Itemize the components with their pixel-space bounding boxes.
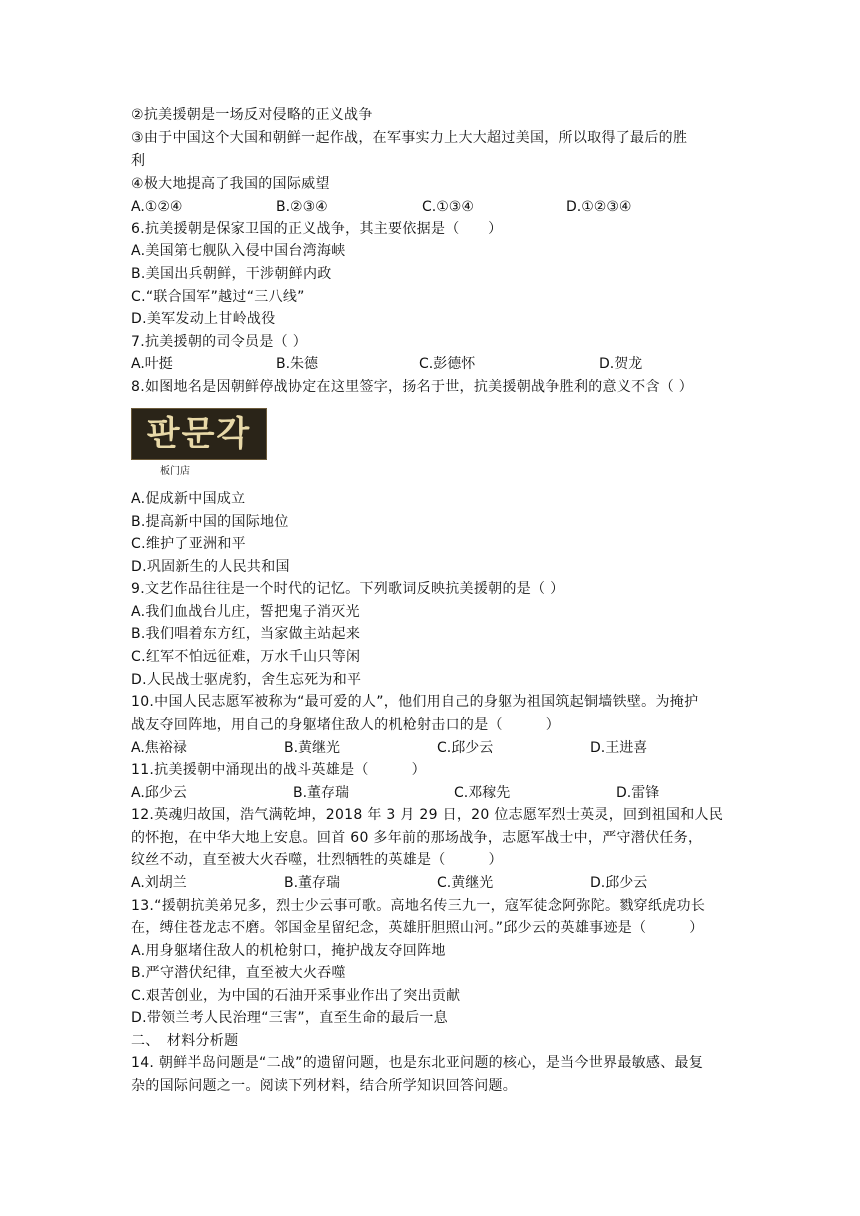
option-d: D.王进喜 [590, 740, 648, 756]
q9-stem: 9.文艺作品往往是一个时代的记忆。下列歌词反映抗美援朝的是（ ） [131, 581, 565, 597]
option-c: C.黄继光 [437, 875, 494, 891]
option-c: C.邓稼先 [454, 785, 511, 801]
panmunjom-sign-image [131, 408, 267, 460]
q5-statement-3-cont: 利 [131, 153, 146, 169]
q12-stem-2: 的怀抱，在中华大地上安息。回首 60 多年前的那场战争，志愿军战士中，严守潜伏任务， [131, 830, 703, 846]
q13-option-d: D.带领兰考人民治理“三害”，直至生命的最后一息 [131, 1010, 448, 1026]
q6-option-b: B.美国出兵朝鲜，干涉朝鲜内政 [131, 266, 332, 282]
q7-stem: 7.抗美援朝的司令员是（ ） [131, 334, 308, 350]
q13-option-a: A.用身躯堵住敌人的机枪射口，掩护战友夺回阵地 [131, 943, 446, 959]
q5-statement-4: ④极大地提高了我国的国际威望 [131, 176, 330, 192]
option-b: B.黄继光 [284, 740, 341, 756]
q6-stem: 6.抗美援朝是保家卫国的正义战争，其主要依据是（ ） [131, 221, 503, 237]
q12-stem-1: 12.英魂归故国，浩气满乾坤，2018 年 3 月 29 日，20 位志愿军烈士英灵，回到祖国和人民 [131, 807, 724, 823]
q9-option-c: C.红军不怕远征难，万水千山只等闲 [131, 649, 361, 665]
q7-options [131, 353, 731, 375]
option-d: D.①②③④ [566, 199, 632, 215]
q8-stem: 8.如图地名是因朝鲜停战协定在这里签字，扬名于世，抗美援朝战争胜利的意义不含（ ） [131, 379, 694, 395]
q11-stem: 11.抗美援朝中涌现出的战斗英雄是（ ） [131, 762, 426, 778]
q5-statement-2: ②抗美援朝是一场反对侵略的正义战争 [131, 107, 373, 123]
q8-option-c: C.维护了亚洲和平 [131, 536, 246, 552]
option-c: C.邱少云 [437, 740, 494, 756]
q10-options [131, 737, 731, 759]
image-caption: 板门店 [160, 466, 190, 477]
option-a: A.邱少云 [131, 785, 187, 801]
q13-option-b: B.严守潜伏纪律，直至被大火吞噬 [131, 965, 346, 981]
q8-option-a: A.促成新中国成立 [131, 491, 246, 507]
q12-options [131, 872, 731, 894]
q13-stem-2: 在，缚住苍龙志不磨。邻国金星留纪念，英雄肝胆照山河。”邱少云的英雄事迹是（ ） [131, 920, 704, 936]
q5-options [131, 196, 731, 218]
q10-stem-2: 战友夺回阵地，用自己的身躯堵住敌人的机枪射击口的是（ ） [131, 717, 560, 733]
q13-stem-1: 13.“援朝抗美弟兄多，烈士少云事可歌。高地名传三九一，寇军徒念阿弥陀。戮穿纸虎功长 [131, 898, 706, 914]
option-a: A.焦裕禄 [131, 740, 187, 756]
sign-lettering: 판문각 [146, 414, 252, 454]
option-b: B.董存瑞 [293, 785, 350, 801]
q14-stem-1: 14. 朝鲜半岛问题是“二战”的遗留问题，也是东北亚问题的核心，是当今世界最敏感、最复 [131, 1055, 704, 1071]
option-d: D.邱少云 [590, 875, 648, 891]
option-b: B.朱德 [276, 356, 319, 372]
option-c: C.彭德怀 [419, 356, 476, 372]
option-d: D.雷锋 [616, 785, 660, 801]
q9-option-d: D.人民战士驱虎豹，舍生忘死为和平 [131, 672, 362, 688]
q9-option-a: A.我们血战台儿庄，誓把鬼子消灭光 [131, 604, 360, 620]
option-a: A.刘胡兰 [131, 875, 187, 891]
q9-option-b: B.我们唱着东方红，当家做主站起来 [131, 626, 361, 642]
option-a: A.叶挺 [131, 356, 173, 372]
option-c: C.①③④ [422, 199, 474, 215]
q10-stem-1: 10.中国人民志愿军被称为“最可爱的人”，他们用自己的身躯为祖国筑起铜墙铁壁。为掩护 [131, 694, 699, 710]
q8-option-b: B.提高新中国的国际地位 [131, 514, 289, 530]
q11-options [131, 782, 731, 804]
q14-stem-2: 杂的国际问题之一。阅读下列材料，结合所学知识回答问题。 [131, 1078, 518, 1094]
q6-option-c: C.“联合国军”越过“三八线” [131, 289, 305, 305]
section-heading: 二、 材料分析题 [131, 1033, 239, 1049]
q13-option-c: C.艰苦创业，为中国的石油开采事业作出了突出贡献 [131, 988, 461, 1004]
option-b: B.②③④ [276, 199, 328, 215]
q12-stem-3: 纹丝不动，直至被大火吞噬，壮烈牺牲的英雄是（ ） [131, 852, 503, 868]
q5-statement-3: ③由于中国这个大国和朝鲜一起作战，在军事实力上大大超过美国，所以取得了最后的胜 [131, 130, 688, 146]
q6-option-d: D.美军发动上甘岭战役 [131, 311, 276, 327]
option-a: A.①②④ [131, 199, 183, 215]
q8-option-d: D.巩固新生的人民共和国 [131, 559, 290, 575]
option-b: B.董存瑞 [284, 875, 341, 891]
option-d: D.贺龙 [599, 356, 643, 372]
q6-option-a: A.美国第七舰队入侵中国台湾海峡 [131, 243, 346, 259]
